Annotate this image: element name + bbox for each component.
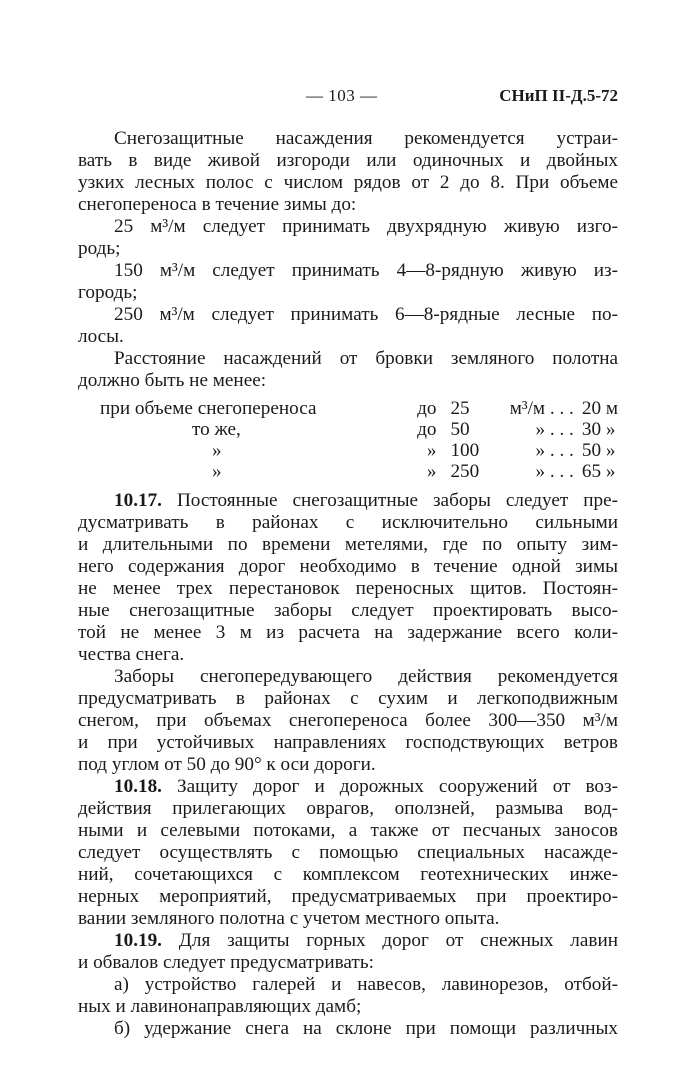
- text-line: [78, 930, 618, 952]
- distance-paragraph: [78, 348, 618, 392]
- text-line: и длительными по времени метелями, где по опыту зим-: [78, 534, 618, 555]
- text-line: и обвалов следует предусматривать:: [78, 952, 374, 973]
- text-line: 250 м³/м следует принимать 6—8-рядные лесные по-: [114, 304, 618, 325]
- section-10-17-para2: [78, 666, 618, 776]
- table-cell: » . . .: [535, 419, 574, 440]
- section-10-17: [78, 490, 618, 666]
- table-cell: м³/м . . .: [509, 398, 574, 419]
- text-fragment: Постоянные снегозащитные заборы следует пре-: [176, 490, 618, 511]
- text-line: не менее трех перестановок переносных щитов. Постоян-: [78, 578, 618, 599]
- text-line: действия прилегающих оврагов, оползней, размыва вод-: [78, 798, 618, 819]
- text-line: вать в виде живой изгороди или одиночных и двойных: [78, 150, 618, 171]
- table-cell: [582, 440, 618, 461]
- table-cell: [582, 419, 618, 440]
- text-line: дусматривать в районах с исключительно сильными: [78, 512, 618, 533]
- distance-value: 65: [581, 461, 602, 482]
- distance-value: 50: [581, 440, 602, 461]
- table-cell: 50: [450, 419, 470, 440]
- text-line: ными и селевыми потоками, а также от песчаных заносов: [78, 820, 618, 841]
- text-line: предусматривать в районах с сухим и легкоподвижным: [78, 688, 618, 709]
- section-10-19-item-a: [78, 974, 618, 1018]
- table-cell: при объеме снегопереноса: [100, 398, 317, 419]
- text-line: Снегозащитные насаждения рекомендуется устраи-: [114, 128, 618, 149]
- text-line: родь;: [78, 238, 121, 259]
- intro-item-150: [78, 260, 618, 304]
- text-line: вании земляного полотна с учетом местного опыта.: [78, 908, 500, 929]
- page-header: [78, 86, 618, 112]
- text-line: него содержания дорог необходимо в течение одной зимы: [78, 556, 618, 577]
- text-line: Расстояние насаждений от бровки земляного полотна: [114, 348, 618, 369]
- text-line: узких лесных полос с числом рядов от 2 до 8. При объеме: [78, 172, 618, 193]
- table-cell: до: [417, 398, 437, 419]
- text-line: ные снегозащитные заборы следует проектировать высо-: [78, 600, 618, 621]
- text-line: снегом, при объемах снегопереноса более 300—350 м³/м: [78, 710, 618, 731]
- text-line: ных и лавинонаправляющих дамб;: [78, 996, 362, 1017]
- section-10-19-item-b: [78, 1018, 618, 1040]
- distance-unit: м: [605, 398, 618, 419]
- text-fragment: Для защиты горных дорог от снежных лавин: [178, 930, 618, 951]
- text-line: б) удержание снега на склоне при помощи различных: [114, 1018, 618, 1039]
- distance-unit: »: [605, 461, 616, 482]
- text-fragment: Защиту дорог и дорожных сооружений от воз-: [177, 776, 618, 797]
- table-cell: 100: [450, 440, 480, 461]
- table-cell: »: [426, 461, 437, 482]
- table-cell: »: [212, 440, 222, 461]
- table-cell: » . . .: [535, 461, 574, 482]
- section-number: 10.17.: [114, 490, 162, 511]
- text-line: [78, 490, 618, 512]
- text-line: должно быть не менее:: [78, 370, 267, 391]
- table-cell: » . . .: [535, 440, 574, 461]
- text-line: Заборы снегопередувающего действия рекомендуется: [114, 666, 618, 687]
- table-cell: до: [417, 419, 437, 440]
- intro-paragraph: [78, 128, 618, 216]
- text-line: той не менее 3 м из расчета на задержание всего коли-: [78, 622, 618, 643]
- text-line: снегопереноса в течение зимы до:: [78, 194, 357, 215]
- table-row: [100, 461, 618, 482]
- section-10-19: [78, 930, 618, 974]
- intro-item-250: [78, 304, 618, 348]
- text-line: [78, 776, 618, 798]
- document-body: [78, 128, 618, 1040]
- page-number: — 103 —: [306, 86, 378, 105]
- table-cell: 250: [450, 461, 480, 482]
- table-cell: »: [212, 461, 222, 482]
- text-line: а) устройство галерей и навесов, лавинорезов, отбой-: [114, 974, 618, 995]
- table-cell: то же,: [192, 419, 241, 440]
- distance-value: 30: [581, 419, 602, 440]
- text-line: и при устойчивых направлениях господствующих ветров: [78, 732, 618, 753]
- text-line: нерных мероприятий, предусматриваемых при проектиро-: [78, 886, 618, 907]
- section-number: 10.19.: [114, 930, 162, 951]
- section-number: 10.18.: [114, 776, 162, 797]
- table-cell: »: [426, 440, 437, 461]
- text-line: лосы.: [78, 326, 124, 347]
- text-line: 25 м³/м следует принимать двухрядную живую изго-: [114, 216, 618, 237]
- text-line: под углом от 50 до 90° к оси дороги.: [78, 754, 376, 775]
- section-10-18: [78, 776, 618, 930]
- intro-item-25: [78, 216, 618, 260]
- text-line: городь;: [78, 282, 138, 303]
- table-row: [100, 419, 618, 440]
- text-line: чества снега.: [78, 644, 185, 665]
- table-row: [100, 440, 618, 461]
- distance-value: 20: [581, 398, 602, 419]
- distance-table: [100, 398, 618, 482]
- distance-unit: »: [605, 419, 616, 440]
- table-cell: 25: [450, 398, 470, 419]
- text-line: следует осуществлять с помощью специальных насажде-: [78, 842, 618, 863]
- distance-unit: »: [605, 440, 616, 461]
- document-code: СНиП II-Д.5-72: [499, 86, 618, 105]
- table-cell: [582, 398, 618, 419]
- table-row: [100, 398, 618, 419]
- text-line: 150 м³/м следует принимать 4—8-рядную живую из-: [114, 260, 618, 281]
- text-line: ний, сочетающихся с комплексом геотехнических инже-: [78, 864, 618, 885]
- table-cell: [582, 461, 618, 482]
